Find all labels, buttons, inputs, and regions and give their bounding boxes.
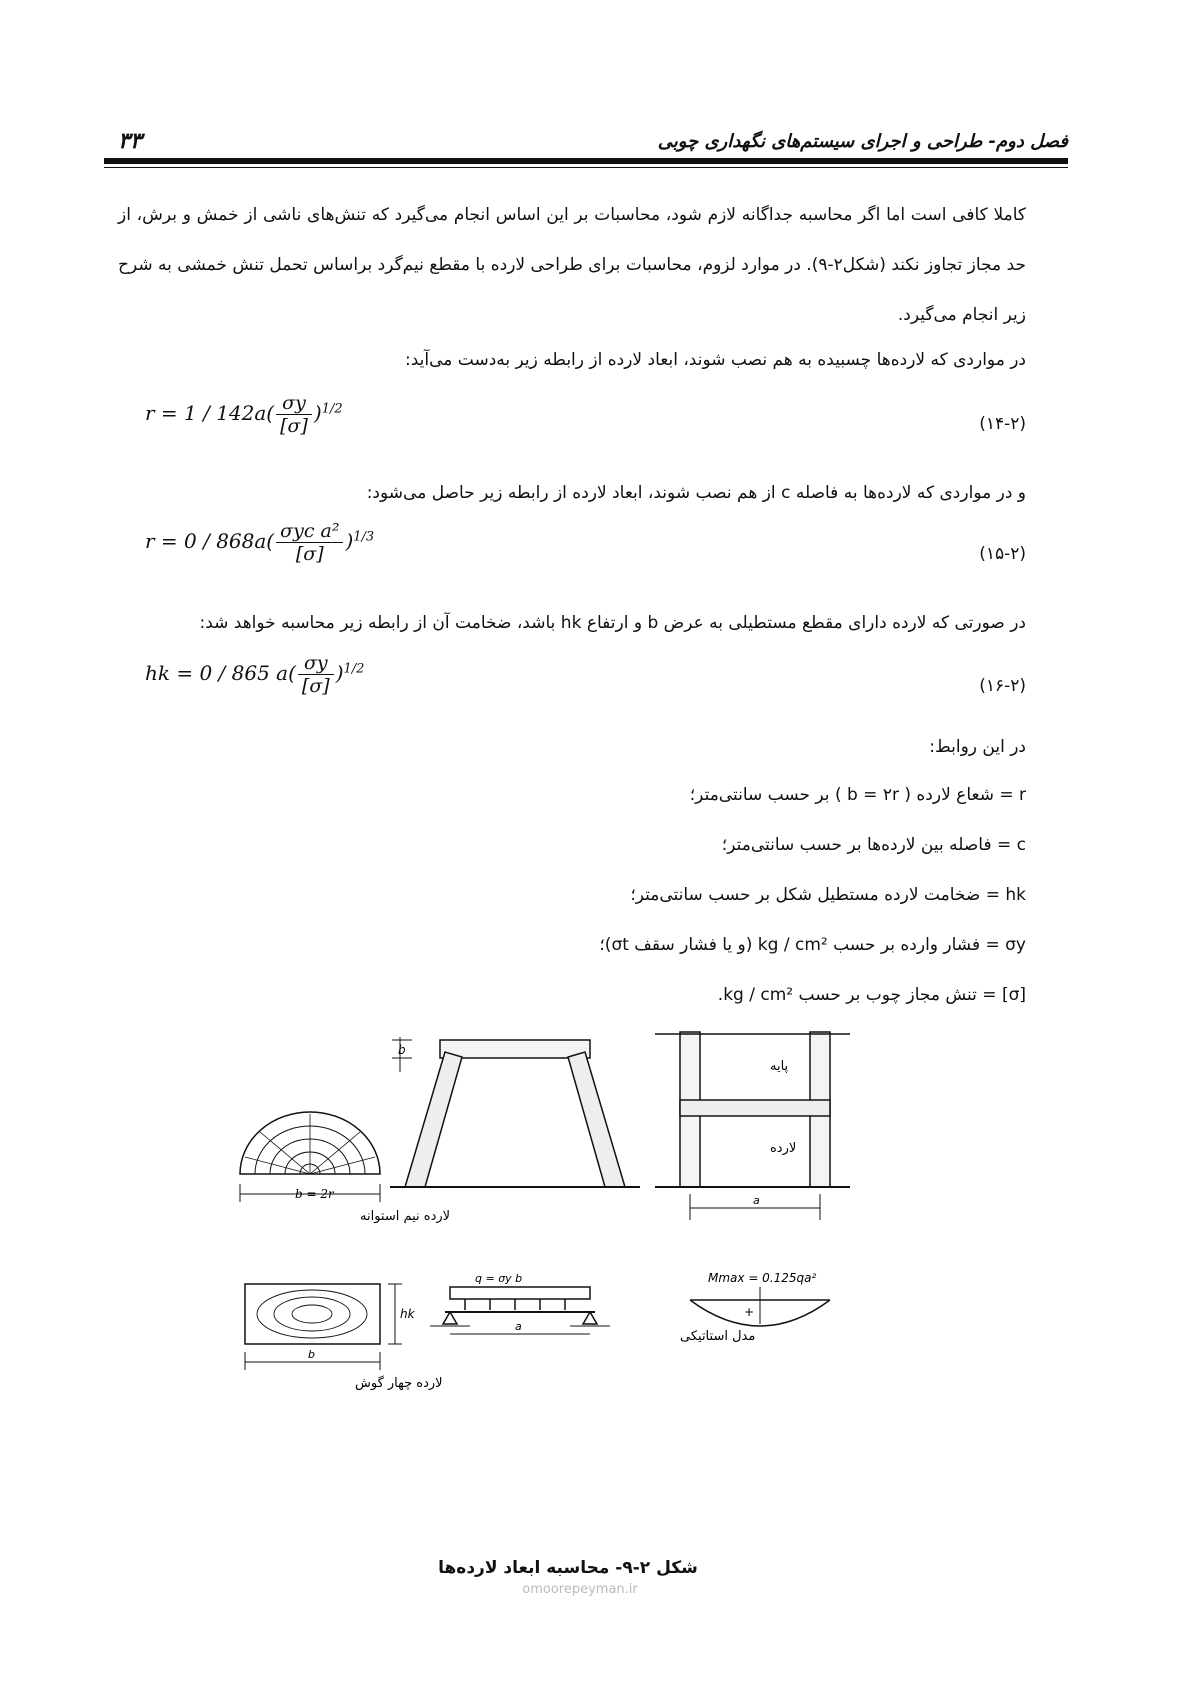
label-paye: پایه: [770, 1059, 789, 1074]
side-cross-beam: [680, 1100, 830, 1116]
page-number: ۳۳: [118, 129, 142, 154]
definition-r: r = شعاع لارده ( b = ۲r ) بر حسب سانتی‌متر؛: [689, 785, 1026, 805]
chapter-title: فصل دوم- طراحی و اجرای سیستم‌های نگهداری چوبی: [657, 131, 1068, 152]
eq16-num: σy: [298, 652, 334, 675]
side-view: [655, 1032, 850, 1220]
eq15-exp: 1/3: [353, 529, 375, 545]
label-b-frame: b: [398, 1043, 406, 1057]
right-support: [583, 1312, 597, 1324]
eq15-den: [σ]: [295, 543, 324, 565]
paragraph-4: در صورتی که لارده دارای مقطع مستطیلی به عرض b و ارتفاع hk باشد، ضخامت آن از رابطه زیر محاسبه خواهد شد:: [199, 613, 1026, 633]
moment-diagram: [690, 1287, 830, 1326]
eq14-lhs: r = 1 / 142a(: [145, 401, 275, 425]
eq16-number: (۱۶-۲): [979, 676, 1026, 696]
eq15-fraction: [276, 520, 343, 565]
eq15-lhs: r = 0 / 868a(: [145, 529, 275, 553]
frame-right-leg: [568, 1052, 625, 1187]
label-a-side: a: [753, 1194, 760, 1207]
label-plus: +: [744, 1305, 755, 1319]
eq14-num: σy: [276, 392, 312, 415]
watermark: omoorepeyman.ir: [522, 1582, 638, 1597]
label-square: لارده چهار گوش: [355, 1376, 443, 1391]
eq15-num: σyc a²: [276, 520, 343, 543]
header-rule-thick: [104, 158, 1068, 164]
load-block: [450, 1287, 590, 1299]
label-hk: hk: [400, 1307, 415, 1321]
eq14-exp: 1/2: [321, 401, 343, 417]
eq16-den: [σ]: [301, 675, 330, 697]
label-a-static: a: [515, 1320, 522, 1333]
eq14-number: (۱۴-۲): [979, 414, 1026, 434]
frame-cap-beam: [440, 1040, 590, 1058]
eq15-number: (۱۵-۲): [979, 544, 1026, 564]
label-static: مدل استاتیکی: [680, 1329, 756, 1344]
eq16-fraction: [298, 652, 334, 697]
paragraph-3: و در مواردی که لارده‌ها به فاصله c از هم نصب شوند، ابعاد لارده از رابطه زیر حاصل می‌شود:: [366, 483, 1026, 503]
figure-larde-dimensions: [240, 1043, 940, 1552]
definition-hk: hk = ضخامت لارده مستطیل شکل بر حسب سانتی‌متر؛: [630, 885, 1026, 905]
eq16-lhs: hk = 0 / 865 a(: [145, 661, 296, 685]
label-mmax: Mmax = 0.125qa²: [708, 1271, 817, 1285]
trapezoid-frame: [390, 1037, 640, 1187]
definition-c: c = فاصله بین لارده‌ها بر حسب سانتی‌متر؛: [721, 835, 1026, 855]
definition-sigma-y: σy = فشار وارده بر حسب kg / cm² (و یا فشار سقف σt)؛: [599, 935, 1026, 955]
label-half-round: لارده نیم استوانه: [360, 1209, 451, 1224]
label-larde: لارده: [770, 1141, 797, 1156]
rect-section-outline: [245, 1284, 380, 1344]
equation-14: r = 1 / 142a( $\frac{\sigma y}{[\sigma]}$ )$^{1/2}$: [145, 392, 343, 437]
eq14-fraction: [276, 392, 312, 437]
header-rule-thin: [104, 167, 1068, 168]
rectangular-section: [245, 1284, 402, 1370]
figure-caption: شکل ۲-۹- محاسبه ابعاد لارده‌ها: [438, 1558, 698, 1578]
paragraph-1: کاملا کافی است اما اگر محاسبه جداگانه لازم شود، محاسبات بر این اساس انجام می‌گیرد که تنش‌های ناشی از خمش و برش، از حد مجاز تجاوز نکند (شکل۲-۹). در موارد لزوم، محاسبات برای طراحی لارده با مقطع نیم‌گرد براساس تحمل تنش خمشی به شرح زیر انجام می‌گیرد.: [118, 205, 1027, 325]
frame-left-leg: [405, 1052, 462, 1187]
paragraph-2: در مواردی که لارده‌ها چسبیده به هم نصب شوند، ابعاد لارده از رابطه زیر به‌دست می‌آید:: [405, 350, 1026, 370]
label-load: q = σy b: [475, 1272, 523, 1285]
eq16-exp: 1/2: [343, 661, 365, 677]
definition-sigma-allow: [σ] = تنش مجاز چوب بر حسب kg / cm².: [717, 985, 1026, 1005]
label-b-rect: b: [308, 1348, 315, 1361]
eq14-den: [σ]: [280, 415, 308, 437]
equation-16: hk = 0 / 865 a( $\frac{\sigma y}{[\sigma]}$ )$^{1/2}$: [145, 652, 365, 697]
label-b-2r: b = 2r: [295, 1187, 334, 1201]
paragraph-5: در این روابط:: [929, 737, 1026, 757]
equation-15: r = 0 / 868a( $\frac{\text{σyc a²}}{[\sigma]}$ )$^{1/3}$: [145, 520, 375, 565]
left-support: [443, 1312, 457, 1324]
